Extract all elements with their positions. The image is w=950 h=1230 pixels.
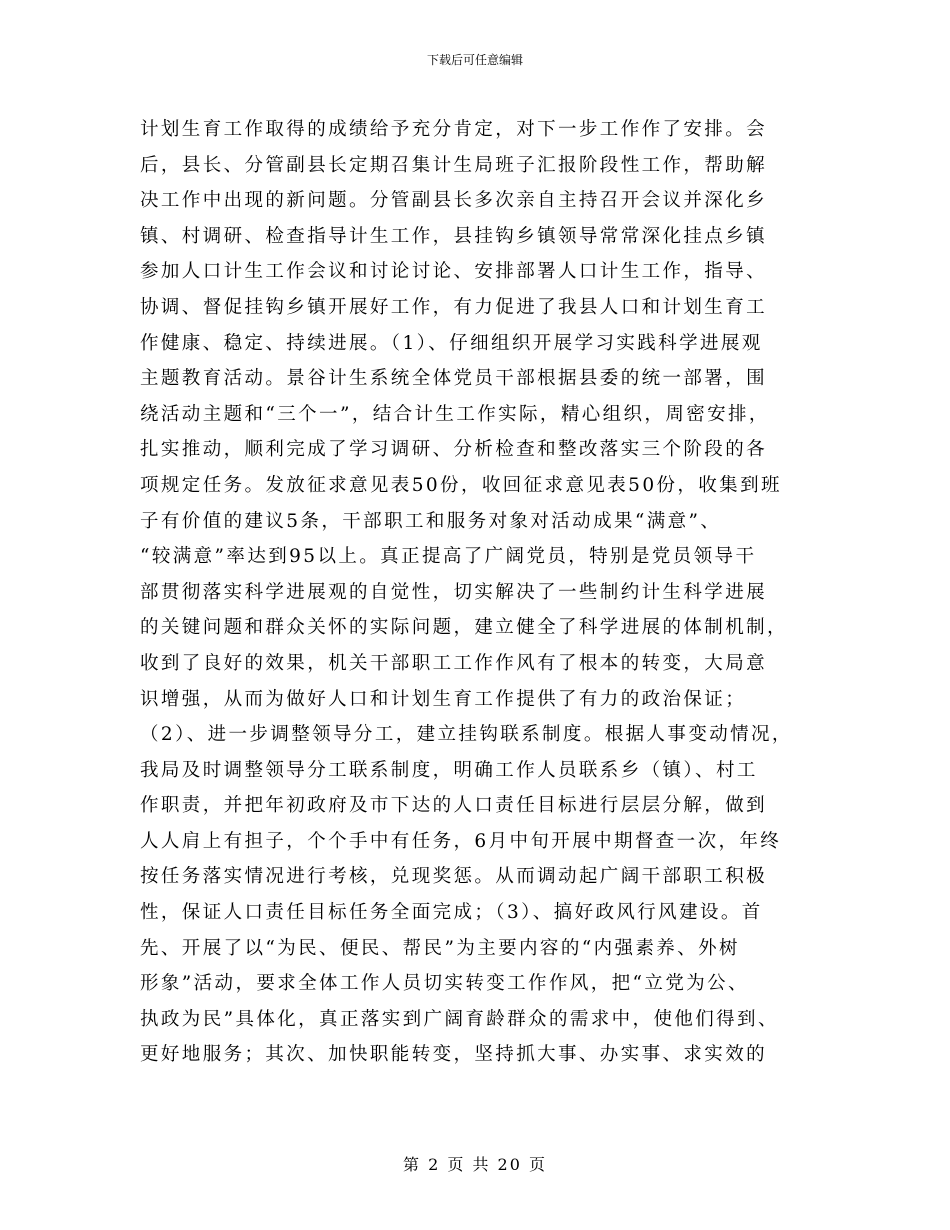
body-line: 子有价值的建议5条，干部职工和服务对象对活动成果“满意”、 [140, 510, 722, 532]
body-line: 先、开展了以“为民、便民、帮民”为主要内容的“内强素养、外树 [140, 937, 740, 959]
body-line: 主题教育活动。景谷计生系统全体党员干部根据县委的统一部署，围 [140, 368, 768, 390]
body-line: 协调、督促挂钩乡镇开展好工作，有力促进了我县人口和计划生育工 [140, 296, 768, 318]
body-line: 形象”活动，要求全体工作人员切实转变工作作风，把“立党为公、 [140, 973, 749, 995]
body-line: （2）、进一步调整领导分工，建立挂钩联系制度。根据人事变动情况， [140, 724, 793, 746]
body-line: 收到了良好的效果，机关干部职工工作作风有了根本的转变，大局意 [140, 652, 768, 674]
page-number: 第 2 页 共 20 页 [403, 1155, 547, 1174]
page-header: 下载后可任意编辑 [426, 53, 523, 67]
body-line: 作职责，并把年初政府及市下达的人口责任目标进行层层分解，做到 [140, 795, 768, 817]
body-line: 识增强，从而为做好人口和计划生育工作提供了有力的政治保证； [140, 688, 747, 710]
body-line: 按任务落实情况进行考核，兑现奖惩。从而调动起广阔干部职工积极 [140, 866, 768, 888]
body-line: 的关键问题和群众关怀的实际问题，建立健全了科学进展的体制机制， [140, 617, 788, 639]
body-line: 参加人口计生工作会议和讨论讨论、安排部署人口计生工作，指导、 [140, 261, 768, 283]
body-line: 后，县长、分管副县长定期召集计生局班子汇报阶段性工作，帮助解 [140, 154, 768, 176]
body-line: 更好地服务；其次、加快职能转变，坚持抓大事、办实事、求实效的 [140, 1044, 768, 1066]
body-line: 计划生育工作取得的成绩给予充分肯定，对下一步工作作了安排。会 [140, 119, 768, 140]
body-line: 作健康、稳定、持续进展。（1）、仔细组织开展学习实践科学进展观 [140, 332, 763, 354]
body-line: 镇、村调研、检查指导计生工作，县挂钩乡镇领导常常深化挂点乡镇 [140, 225, 768, 247]
body-line: 绕活动主题和“三个一”，结合计生工作实际，精心组织，周密安排， [140, 403, 770, 425]
body-line: 执政为民”具体化，真正落实到广阔育龄群众的需求中，使他们得到、 [140, 1008, 779, 1030]
body-line: 部贯彻落实科学进展观的自觉性，切实解决了一些制约计生科学进展 [140, 581, 768, 603]
body-line: 决工作中出现的新问题。分管副县长多次亲自主持召开会议并深化乡 [140, 190, 768, 212]
body-line: “较满意”率达到95以上。真正提高了广阔党员，特别是党员领导干 [140, 546, 757, 568]
body-line: 性，保证人口责任目标任务全面完成；（3）、搞好政风行风建设。首 [140, 902, 763, 924]
body-line: 人人肩上有担子，个个手中有任务，6月中旬开展中期督查一次，年终 [140, 830, 782, 852]
body-line: 扎实推动，顺利完成了学习调研、分析检查和整改落实三个阶段的各 [140, 439, 768, 461]
body-line: 项规定任务。发放征求意见表50份，收回征求意见表50份，收集到班 [140, 474, 782, 496]
body-line: 我局及时调整领导分工联系制度，明确工作人员联系乡（镇）、村工 [140, 759, 758, 781]
document-body [140, 112, 820, 1073]
